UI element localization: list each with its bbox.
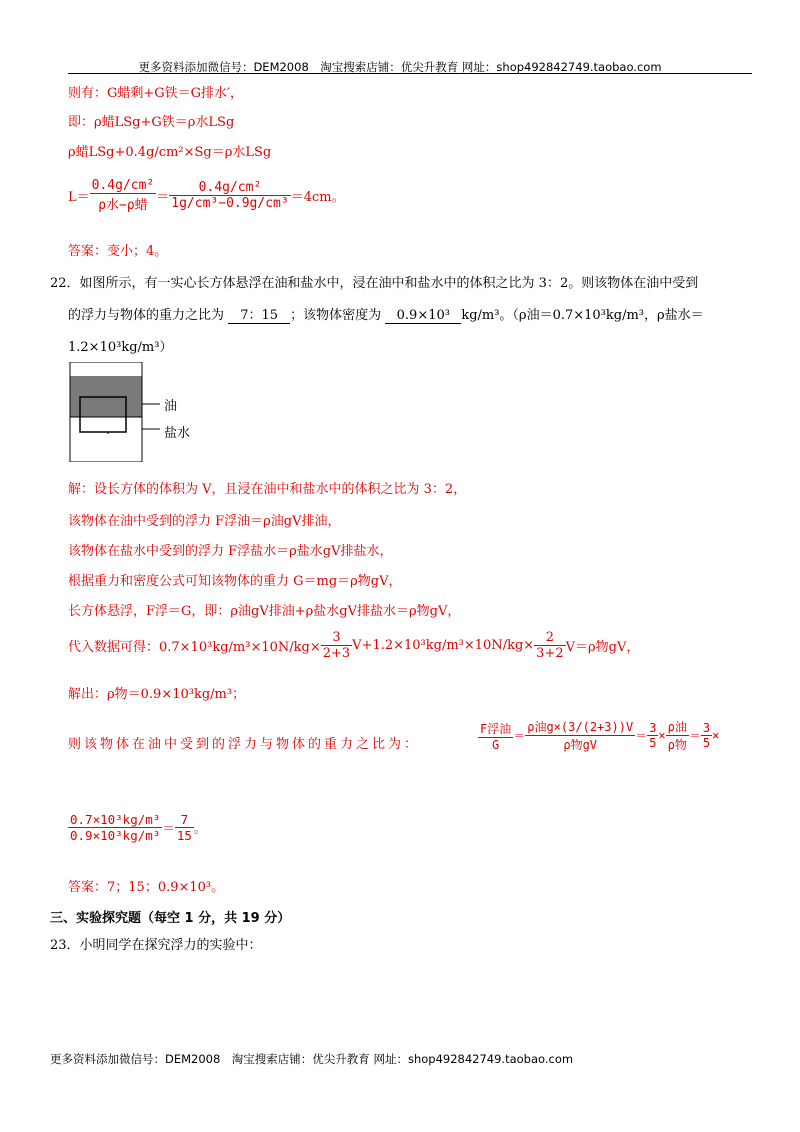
sol-line-4: 根据重力和密度公式可知该物体的重力 G＝mg＝ρ物gV， [68,574,402,589]
eq-frac-2-num: 0.4g/cm² [169,180,290,196]
header-rule [68,73,752,74]
sol-6-frac-1 [321,630,352,661]
sol-6c: V＝ρ物gV， [565,640,640,655]
eq-frac-2-den: 1g/cm³−0.9g/cm³ [171,196,289,211]
eq-frac-1 [90,178,157,213]
ratio-frac-1 [478,720,513,752]
label-brine: 盐水 [164,426,191,441]
ratio-frac-3-den: 5 [649,736,657,750]
ratio-frac-2-den: ρ物gV [563,738,598,752]
prev-line-1: 则有：G蜡剩+G铁＝G排水′， [68,86,243,101]
q22-blank-1: 7：15 [228,304,290,324]
eq-frac-1-num: 0.4g/cm² [91,178,155,193]
ratio-frac-5-den: 5 [702,736,711,750]
ratio-frac-3-num: 3 [649,721,657,735]
q22-blank-2: 0.9×10³ [385,308,461,324]
sol-line-2: 该物体在油中受到的浮力 F浮油＝ρ油gV排油， [68,514,341,529]
ratio-frac-2 [525,718,635,753]
q22-number: 22． [50,276,80,291]
density-frac-den: 0.9×10³kg/m³ [70,828,161,843]
q22-figure [68,362,208,462]
q22-stem-line-2 [68,304,704,324]
prev-answer: 答案：变小；4。 [68,244,168,259]
sol-line-8: 则该物体在油中受到的浮力与物体的重力之比为： [68,737,421,752]
ratio-frac-5-num: 3 [702,721,711,735]
result-frac-den: 15 [176,828,192,843]
eq-rhs: ＝4cm。 [290,190,345,205]
ratio-frac-4 [666,718,689,753]
ratio-continuation: $\frac{\text{0.7×10³kg/m³}}{\text{0.9×10³kg/m³}}$ ＝ $\frac{7}{15}$ 。 [70,812,207,843]
sol-6b: V+1.2×10³kg/m³×10N/kg× [352,638,535,653]
q22-stem-2a: 的浮力与物体的重力之比为 [68,308,225,323]
sol-line-1: 解：设长方体的体积为 V，且浸在油中和盐水中的体积之比为 3：2， [68,482,467,497]
ratio-frac-4-num: ρ油 [667,720,687,734]
eq-lhs: L＝ [68,190,90,205]
sol-answer: 答案：7；15；0.9×10³。 [68,880,225,895]
prev-line-2: 即：ρ蜡LSg+G铁＝ρ水LSg [68,115,235,130]
q22-stem-1: 如图所示，有一实心长方体悬浮在油和盐水中，浸在油中和盐水中的体积之比为 3：2。则该物体在油中受到 [79,276,699,291]
sol-6-frac-1-den: 2+3 [322,646,351,661]
q22-stem-2c: kg/m³。（ρ油＝0.7×10³kg/m³，ρ盐水＝ [461,308,704,323]
ratio-frac-2-num: ρ油g×(3/(2+3))V [527,720,634,734]
page-header: 更多资料添加微信号：DEM2008 淘宝搜索店铺：优尖升教育 网址：shop492842749.taobao.com [138,60,662,74]
sol-line-6 [68,630,639,661]
sol-6a: 代入数据可得：0.7×10³kg/m³×10N/kg× [68,640,321,655]
density-frac [68,812,162,843]
q22-stem-line-1 [50,272,698,291]
result-frac [175,812,194,843]
label-oil: 油 [164,399,178,414]
eq-frac-2 [169,180,290,211]
sol-line-3: 该物体在盐水中受到的浮力 F浮盐水＝ρ盐水gV排盐水， [68,544,393,559]
ratio-frac-1-num: F浮油 [480,721,512,736]
q23-stem: 23．小明同学在探究浮力的实验中： [50,938,262,953]
sol-6-frac-1-num: 3 [321,630,352,646]
density-frac-num: 0.7×10³kg/m³ [70,812,161,827]
ratio-frac-1-den: G [492,737,500,752]
container-diagram [68,362,208,462]
ratio-frac-3 [647,721,658,750]
ratio-expression: $\frac{\text{F浮油}}{G}$ ＝ $\frac{\text{ρ油g×(3/(2+3))V}}{\text{ρ物gV}}$ ＝ $\frac{3}{5}$ × $\frac{\text{ρ油}}{\text{ρ物}}$ ＝ $\frac{3}{5}$ × [480,720,720,752]
eq-frac-1-den: ρ水−ρ蜡 [98,198,148,213]
prev-line-3: ρ蜡LSg+0.4g/cm²×Sg＝ρ水LSg [68,145,272,160]
q22-stem-2b: ；该物体密度为 [290,308,382,323]
result-frac-num: 7 [175,812,194,828]
sol-6-frac-2 [534,630,565,661]
sol-6-frac-2-den: 3+2 [536,646,564,661]
ratio-frac-4-den: ρ物 [667,738,687,752]
section-3-title: 三、实验探究题（每空 1 分，共 19 分） [50,911,291,926]
sol-line-5: 长方体悬浮，F浮＝G，即：ρ油gV排油+ρ盐水gV排盐水＝ρ物gV， [68,604,461,619]
ratio-frac-5 [701,721,712,750]
q22-stem-line-3: 1.2×10³kg/m³） [68,340,173,355]
prev-equation: L＝ $\frac{\text{0.4g/cm²}}{\text{ρ水−ρ蜡}}$ ＝ $\frac{\text{0.4g/cm²}}{\text{1g/cm³−0.9g/cm³}}$ ＝4cm。 [68,178,345,213]
sol-line-7: 解出：ρ物＝0.9×10³kg/m³； [68,687,246,702]
sol-6-frac-2-num: 2 [534,630,565,646]
page-footer: 更多资料添加微信号：DEM2008 淘宝搜索店铺：优尖升教育 网址：shop492842749.taobao.com [50,1052,574,1066]
